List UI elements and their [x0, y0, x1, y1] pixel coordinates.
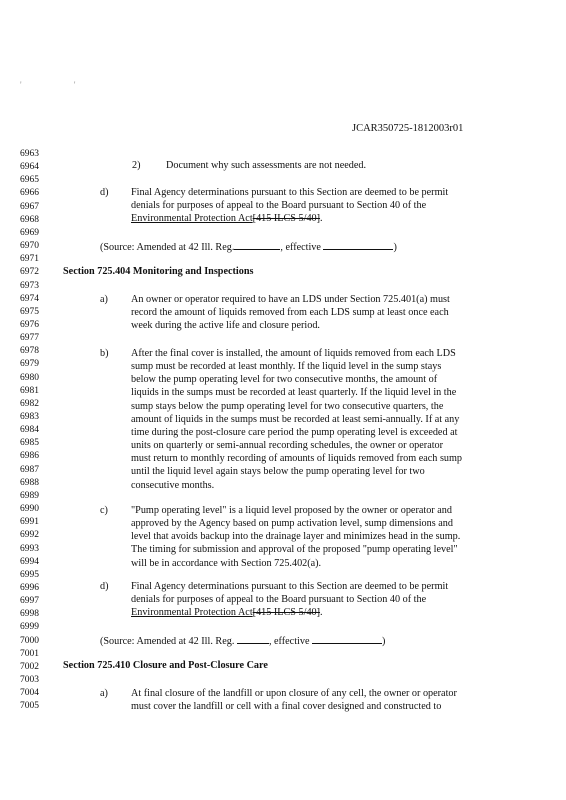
paragraph-line: below the pump operating level for two consecutive months, the amount of: [131, 374, 438, 386]
line-number: 7005: [20, 701, 39, 712]
subsection-d-line: denials for purposes of appeal to the Board pursuant to Section 40 of the: [131, 594, 427, 605]
paragraph-line: units on quarterly or semi-annual recording schedules, the owner or operator: [131, 440, 444, 452]
subsection-d-line: Final Agency determinations pursuant to this Section are deemed to be permit: [131, 581, 449, 592]
section-heading: Section 725.404 Monitoring and Inspections: [63, 266, 254, 277]
paragraph-line: will be in accordance with Section 725.402(a).: [131, 557, 322, 569]
paragraph-line: liquids in the sumps must be recorded at least quarterly. If the liquid level in the: [131, 387, 457, 399]
line-number: 6991: [20, 517, 39, 528]
line-number: 6978: [20, 346, 39, 357]
struck-citation: [415 ILCS 5/40]: [252, 607, 321, 618]
line-number: 6983: [20, 412, 39, 422]
source-note: (Source: Amended at 42 Ill. Reg. , effective ): [100, 636, 386, 647]
line-number: 6963: [20, 149, 39, 159]
paragraph-line: "Pump operating level" is a liquid level proposed by the owner or operator and: [131, 505, 452, 516]
subsection-d-label: d): [100, 581, 109, 592]
line-number: 6998: [20, 609, 39, 620]
paragraph-line: level that avoids backup into the drainage layer and minimizes head in the sump.: [131, 531, 461, 543]
line-number: 6990: [20, 504, 39, 515]
source-note: (Source: Amended at 42 Ill. Reg. , effective ): [100, 242, 397, 253]
paragraph-line: An owner or operator required to have an LDS under Section 725.401(a) must: [131, 294, 450, 305]
line-number: 6974: [20, 293, 39, 304]
line-number: 7004: [20, 688, 39, 699]
paragraph-line: sump must be recorded at least monthly. If the liquid level in the sump stays: [131, 361, 442, 373]
line-number: 6969: [20, 227, 39, 238]
blank-field: [323, 240, 393, 250]
line-number: 6972: [20, 267, 39, 278]
line-number: 6975: [20, 306, 39, 317]
paragraph-line: record the amount of liquids removed from each LDS sump at least once each: [131, 307, 449, 319]
line-number: 6965: [20, 175, 39, 186]
line-number: 6964: [20, 162, 39, 173]
line-number: 6994: [20, 556, 39, 567]
line-number: 6967: [20, 201, 39, 212]
blank-field: [234, 240, 280, 250]
paragraph-line: After the final cover is installed, the amount of liquids removed from each LDS: [131, 348, 456, 359]
scan-artifact: ' ': [20, 80, 101, 90]
paragraph-line: The timing for submission and approval of the proposed "pump operating level": [131, 544, 458, 556]
paragraph-line: sump stays below the pump operating level for two consecutive quarters, the: [131, 400, 444, 412]
line-number: 6973: [20, 280, 39, 291]
subsection-d-line: Environmental Protection Act[415 ILCS 5/40].: [131, 607, 323, 618]
item-2-text: Document why such assessments are not needed.: [166, 160, 367, 171]
line-number: 6979: [20, 359, 39, 370]
subsection-a-label: a): [100, 688, 108, 699]
line-number: 6997: [20, 596, 39, 607]
paragraph-line: At final closure of the landfill or upon closure of any cell, the owner or operator: [131, 688, 457, 699]
subsection-d-line: denials for purposes of appeal to the Board pursuant to Section 40 of the: [131, 200, 427, 211]
line-number: 6986: [20, 451, 39, 462]
line-number: 6970: [20, 241, 39, 252]
line-number: 6980: [20, 372, 39, 383]
paragraph-line: amount of liquids in the sumps must be recorded at least semi-annually. If at any: [131, 413, 460, 425]
paragraph-line: must return to monthly recording of amounts of liquids removed from each sump: [131, 453, 463, 465]
paragraph-line: until the liquid level again stays below the pump operating level for two: [131, 466, 425, 478]
line-number: 6977: [20, 333, 39, 344]
line-number: 6992: [20, 530, 39, 541]
line-number: 7002: [20, 661, 39, 672]
blank-field: [312, 634, 382, 644]
paragraph-line: time during the post-closure care period the pump operating level is exceeded at: [131, 426, 458, 438]
paragraph-line: week during the active life and closure period.: [131, 320, 320, 332]
line-number: 6968: [20, 214, 39, 225]
line-number: 6993: [20, 543, 39, 554]
subsection-b-label: b): [100, 348, 109, 359]
line-number: 7003: [20, 675, 39, 685]
line-number: 6982: [20, 398, 39, 409]
subsection-a-label: a): [100, 294, 108, 305]
line-number: 6985: [20, 438, 39, 449]
line-number: 6999: [20, 622, 39, 633]
act-name: Environmental Protection Act: [131, 607, 253, 618]
line-number: 6996: [20, 582, 39, 593]
subsection-d-label: d): [100, 187, 109, 198]
line-number: 6971: [20, 254, 39, 265]
item-2-label: 2): [132, 160, 141, 171]
document-id: JCAR350725-1812003r01: [352, 123, 464, 134]
paragraph-line: approved by the Agency based on pump activation level, sump dimensions and: [131, 518, 453, 530]
line-number: 6995: [20, 569, 39, 580]
line-number: 7001: [20, 648, 39, 659]
line-number: 6981: [20, 385, 39, 396]
subsection-c-label: c): [100, 505, 108, 516]
paragraph-line: must cover the landfill or cell with a final cover designed and constructed to: [131, 701, 442, 713]
line-number: 6984: [20, 425, 39, 436]
act-name: Environmental Protection Act: [131, 213, 253, 224]
line-number: 7000: [20, 635, 39, 646]
paragraph-line: consecutive months.: [131, 479, 215, 491]
section-heading: Section 725.410 Closure and Post-Closure Care: [63, 660, 268, 671]
line-number: 6987: [20, 464, 39, 475]
line-number: 6966: [20, 188, 39, 199]
subsection-d-line: Final Agency determinations pursuant to this Section are deemed to be permit: [131, 187, 449, 198]
subsection-d-line: Environmental Protection Act[415 ILCS 5/40].: [131, 213, 323, 224]
struck-citation: [415 ILCS 5/40]: [252, 213, 321, 224]
line-number: 6976: [20, 319, 39, 330]
blank-field: [237, 634, 269, 644]
line-number: 6989: [20, 490, 39, 501]
line-number: 6988: [20, 477, 39, 488]
